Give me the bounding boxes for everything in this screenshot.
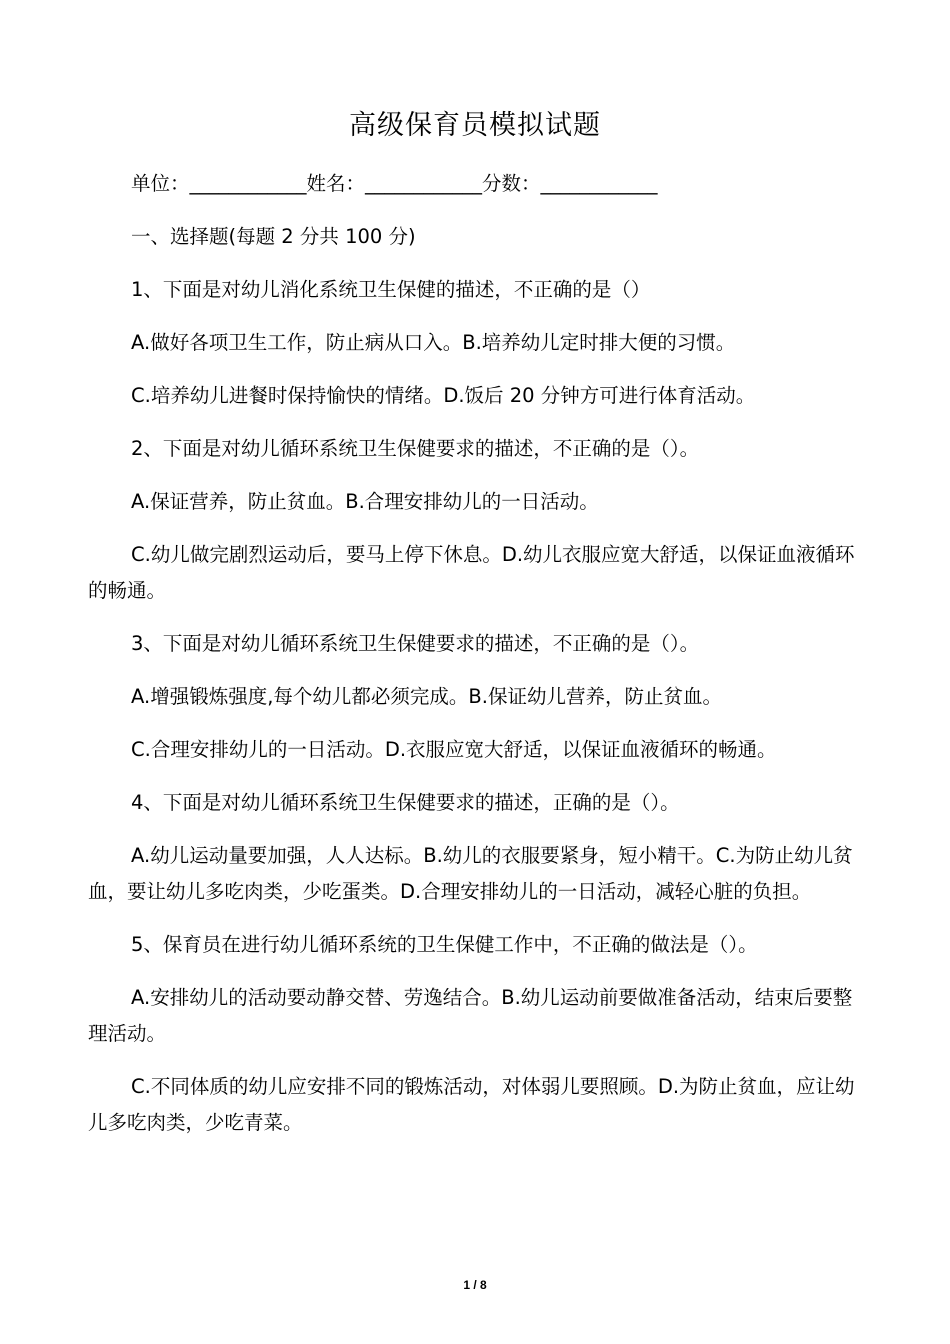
question-2-stem: 2、下面是对幼儿循环系统卫生保健要求的描述，不正确的是（）。	[131, 437, 700, 460]
question-1-options-c-d: C.培养幼儿进餐时保持愉快的情绪。D.饭后 20 分钟方可进行体育活动。	[131, 384, 756, 407]
question-3-options-a-b: A.增强锻炼强度,每个幼儿都必须完成。B.保证幼儿营养，防止贫血。	[131, 685, 722, 708]
header-fields: 单位：____________姓名：____________分数：____________	[131, 172, 658, 195]
question-4-stem: 4、下面是对幼儿循环系统卫生保健要求的描述，正确的是（）。	[131, 791, 680, 814]
question-5-options-a-b: A.安排幼儿的活动要动静交替、劳逸结合。B.幼儿运动前要做准备活动，结束后要整理活动。	[88, 986, 853, 1045]
page-number: 1 / 8	[463, 1278, 487, 1292]
question-2-options-c-d: C.幼儿做完剧烈运动后，要马上停下休息。D.幼儿衣服应宽大舒适，以保证血液循环的畅通。	[88, 543, 855, 602]
section-heading: 一、选择题(每题 2 分共 100 分)	[131, 225, 416, 248]
question-5-stem: 5、保育员在进行幼儿循环系统的卫生保健工作中，不正确的做法是（）。	[131, 933, 758, 956]
question-1-stem: 1、下面是对幼儿消化系统卫生保健的描述，不正确的是（）	[131, 278, 651, 301]
document-body	[88, 166, 864, 1158]
question-2-options-a-b: A.保证营养，防止贫血。B.合理安排幼儿的一日活动。	[131, 490, 599, 513]
question-5-options-c-d: C.不同体质的幼儿应安排不同的锻炼活动，对体弱儿要照顾。D.为防止贫血，应让幼儿多吃肉类，少吃青菜。	[88, 1075, 855, 1134]
question-4-options: A.幼儿运动量要加强，人人达标。B.幼儿的衣服要紧身，短小精干。C.为防止幼儿贫血，要让幼儿多吃肉类，少吃蛋类。D.合理安排幼儿的一日活动，减轻心脏的负担。	[88, 844, 853, 903]
question-1-options-a-b: A.做好各项卫生工作，防止病从口入。B.培养幼儿定时排大便的习惯。	[131, 331, 736, 354]
document-title: 高级保育员模拟试题	[349, 110, 601, 141]
question-3-stem: 3、下面是对幼儿循环系统卫生保健要求的描述，不正确的是（）。	[131, 632, 700, 655]
question-3-options-c-d: C.合理安排幼儿的一日活动。D.衣服应宽大舒适，以保证血液循环的畅通。	[131, 738, 777, 761]
